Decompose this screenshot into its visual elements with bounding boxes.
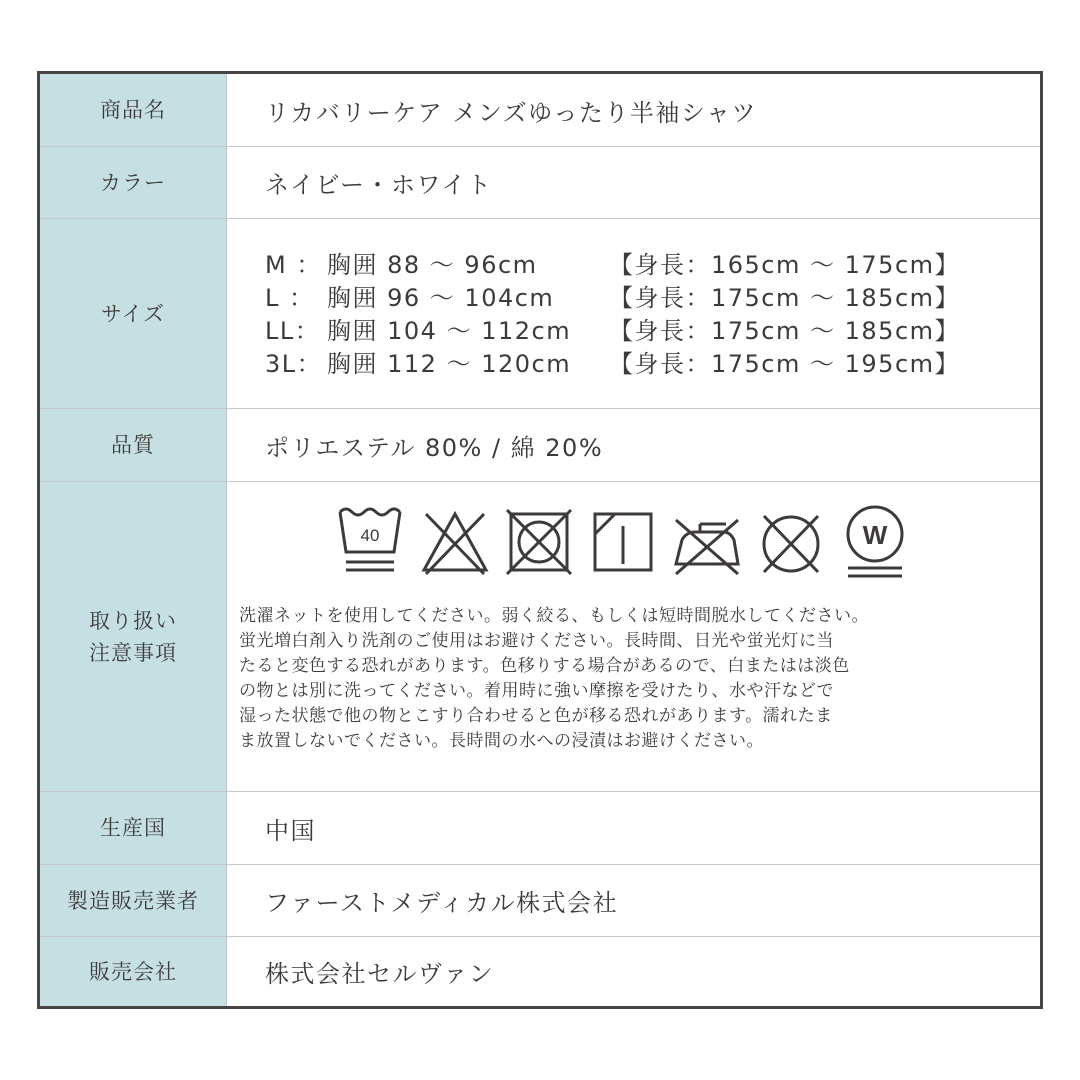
size-line-3l: [265, 350, 960, 379]
product-spec-table: [37, 71, 1043, 1009]
label-seller: 販売会社: [40, 937, 227, 1006]
care-note-line: の物とは別に洗ってください。着用時に強い摩擦を受けたり、水や汗などで: [239, 681, 834, 701]
size-height: 【身長：175cm ～ 195cm】: [609, 349, 961, 378]
row-color: [40, 147, 1040, 219]
care-note-line: 洗濯ネットを使用してください。弱く絞る、もしくは短時間脱水してください。: [239, 606, 869, 626]
care-note-line: 湿った状態で他の物とこすり合わせると色が移る恐れがあります。濡れたま: [239, 706, 833, 726]
size-height: 【身長：175cm ～ 185cm】: [609, 316, 961, 345]
value-care: [227, 482, 1040, 791]
value-product-name: リカバリーケア メンズゆったり半袖シャツ: [265, 98, 757, 127]
hang-dry-icon: [588, 504, 658, 580]
size-chart: [265, 249, 960, 379]
row-manufacturer: [40, 865, 1040, 937]
label-material: 品質: [40, 409, 227, 481]
no-iron-icon: [672, 504, 742, 580]
care-note-line: 蛍光増白剤入り洗剤のご使用はお避けください。長時間、日光や蛍光灯に当: [239, 631, 834, 651]
size-line-l: [265, 284, 960, 313]
wet-clean-icon: [840, 504, 910, 580]
value-size: [227, 219, 1040, 408]
size-chest: 胸囲 88 ～ 96cm: [327, 250, 538, 279]
no-bleach-icon: [420, 504, 490, 580]
size-chest: 胸囲 96 ～ 104cm: [327, 283, 555, 312]
value-manufacturer: ファーストメディカル株式会社: [265, 889, 619, 917]
value-seller: 株式会社セルヴァン: [265, 960, 495, 988]
size-chest: 胸囲 112 ～ 120cm: [327, 349, 572, 378]
care-note-line: ま放置しないでください。長時間の水への浸漬はお避けください。: [239, 731, 764, 751]
size-code: 3L：: [265, 349, 323, 378]
row-seller: [40, 937, 1040, 1006]
row-size: [40, 219, 1040, 409]
row-care-instructions: [40, 482, 1040, 792]
label-color: カラー: [40, 147, 227, 218]
label-size: サイズ: [40, 219, 227, 408]
label-origin: 生産国: [40, 792, 227, 864]
size-code: L ：: [265, 283, 315, 312]
size-height: 【身長：175cm ～ 185cm】: [609, 283, 961, 312]
svg-text:40: 40: [360, 526, 379, 545]
size-line-ll: [265, 317, 960, 346]
label-product-name: 商品名: [40, 74, 227, 146]
size-code: M ：: [265, 250, 322, 279]
svg-text:W: W: [862, 520, 887, 550]
care-note-line: たると変色する恐れがあります。色移りする場合があるので、白またはは淡色: [239, 656, 850, 676]
care-symbols: [235, 504, 1002, 580]
value-color: ネイビー・ホワイト: [265, 171, 493, 199]
label-care-line2: 注意事項: [89, 640, 177, 665]
label-care: [40, 482, 227, 791]
label-care-line1: 取り扱い: [89, 608, 177, 633]
size-line-m: [265, 251, 960, 280]
row-material: [40, 409, 1040, 482]
no-dry-clean-icon: [756, 504, 826, 580]
row-product-name: [40, 74, 1040, 147]
label-manufacturer: 製造販売業者: [40, 865, 227, 936]
row-origin: [40, 792, 1040, 865]
value-material: ポリエステル 80% / 綿 20%: [265, 433, 604, 462]
value-origin: 中国: [265, 816, 316, 845]
size-chest: 胸囲 104 ～ 112cm: [327, 316, 572, 345]
size-height: 【身長：165cm ～ 175cm】: [609, 250, 961, 279]
no-tumble-dry-icon: [504, 504, 574, 580]
care-notes: [235, 604, 1002, 754]
size-code: LL：: [265, 316, 321, 345]
wash-40-icon: [336, 504, 406, 580]
